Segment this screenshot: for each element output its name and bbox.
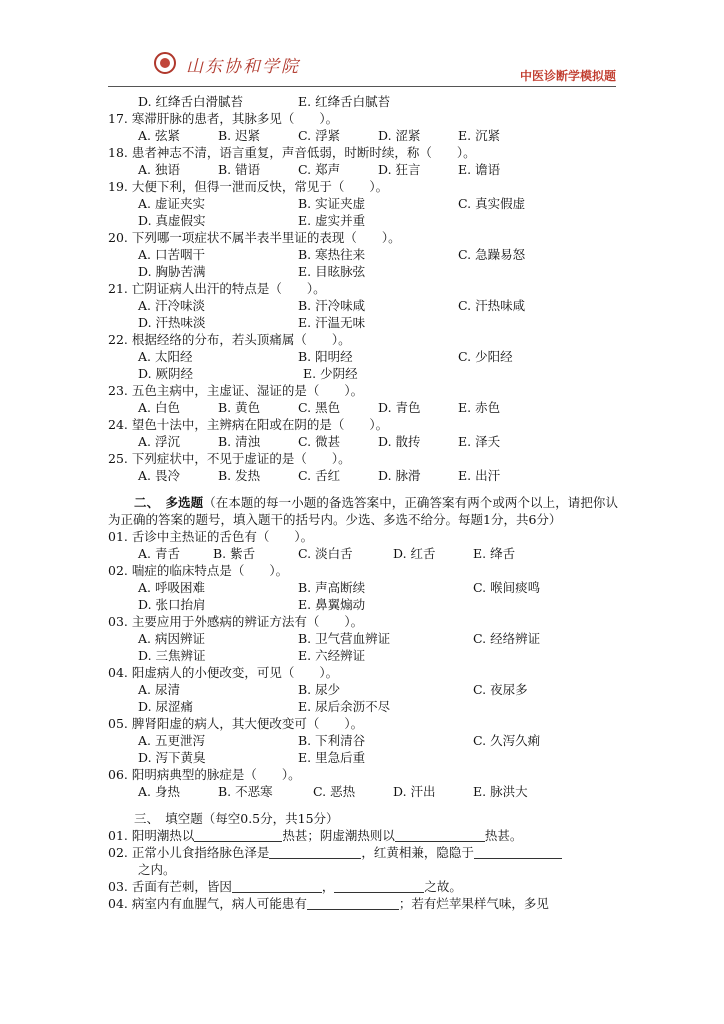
answer-option: D. 狂言 xyxy=(378,162,421,177)
question-line xyxy=(108,664,618,681)
answer-option: C. 郑声 xyxy=(298,162,341,177)
question-stem: 01. 舌诊中主热证的舌色有（ ）。 xyxy=(108,529,314,544)
fill-q2 xyxy=(108,844,618,861)
answer-option: C. 久泻久痢 xyxy=(473,733,541,748)
answer-option: E. 绛舌 xyxy=(473,546,516,561)
fill-q4-text-b: ；若有烂苹果样气味，多见 xyxy=(398,896,549,911)
question-line xyxy=(108,766,618,783)
question-line xyxy=(108,732,618,749)
answer-option: E. 里急后重 xyxy=(298,750,366,765)
section-2-description: （在本题的每一小题的备选答案中，正确答案有两个或两个以上，请把你认为正确的答案的题号，填入题干的括号内。少选、多选不给分。每题1分，共6分） xyxy=(108,495,618,527)
question-line xyxy=(108,416,618,433)
question-stem: 19. 大便下利，但得一泄而反快，常见于（ ）。 xyxy=(108,179,389,194)
section-3-heading xyxy=(108,810,618,827)
answer-option: C. 急躁易怒 xyxy=(458,247,526,262)
fill-q4-text-a: 04. 病室内有血腥气，病人可能患有 xyxy=(108,896,307,911)
answer-option: C. 黑色 xyxy=(298,400,341,415)
answer-option: E. 六经辨证 xyxy=(298,648,366,663)
question-line xyxy=(108,297,618,314)
question-line xyxy=(108,246,618,263)
question-line xyxy=(108,195,618,212)
answer-option: B. 发热 xyxy=(218,468,261,483)
answer-option: C. 恶热 xyxy=(313,784,356,799)
answer-option: D. 胸胁苦满 xyxy=(138,264,206,279)
question-line xyxy=(108,647,618,664)
answer-option: A. 弦紧 xyxy=(138,128,180,143)
section-3-title: 三、 填空题（每空0.5分，共15分） xyxy=(134,811,339,826)
fill-q2-text-b: ，红黄相兼，隐隐于 xyxy=(361,845,474,860)
question-line xyxy=(108,749,618,766)
answer-option: E. 脉洪大 xyxy=(473,784,528,799)
answer-option: D. 红绛舌白滑腻苔 xyxy=(138,94,244,109)
question-line xyxy=(108,178,618,195)
answer-option: A. 独语 xyxy=(138,162,180,177)
question-line xyxy=(108,314,618,331)
answer-option: A. 身热 xyxy=(138,784,180,799)
fill-q3-text-b: ， xyxy=(321,879,335,894)
question-line xyxy=(108,450,618,467)
fill-q2-cont xyxy=(108,861,618,878)
question-line xyxy=(108,144,618,161)
question-line xyxy=(108,399,618,416)
answer-option: A. 五更泄泻 xyxy=(138,733,205,748)
fill-blank[interactable] xyxy=(395,829,485,842)
school-logo-text: 山东协和学院 xyxy=(186,57,300,77)
answer-option: A. 虚证夹实 xyxy=(138,196,205,211)
answer-option: A. 青舌 xyxy=(138,546,180,561)
fill-blank[interactable] xyxy=(474,846,562,859)
question-stem: 23. 五色主病中，主虚证、湿证的是（ ）。 xyxy=(108,383,364,398)
question-stem: 04. 阳虚病人的小便改变，可见（ ）。 xyxy=(108,665,339,680)
fill-q2-text-a: 02. 正常小儿食指络脉色泽是 xyxy=(108,845,270,860)
exam-content xyxy=(108,93,618,912)
question-line xyxy=(108,212,618,229)
answer-option: A. 呼吸困难 xyxy=(138,580,205,595)
answer-option: A. 口苦咽干 xyxy=(138,247,205,262)
question-line xyxy=(108,365,618,382)
answer-option: B. 实证夹虚 xyxy=(298,196,366,211)
fill-blank[interactable] xyxy=(307,897,399,910)
question-line xyxy=(108,229,618,246)
question-line xyxy=(108,528,618,545)
answer-option: E. 汗温无味 xyxy=(298,315,366,330)
answer-option: E. 泽夭 xyxy=(458,434,501,449)
question-line xyxy=(108,715,618,732)
school-seal-icon xyxy=(154,52,176,74)
fill-q4 xyxy=(108,895,618,912)
question-line xyxy=(108,433,618,450)
answer-option: B. 汗冷味咸 xyxy=(298,298,366,313)
header-divider xyxy=(108,86,616,87)
answer-option: B. 紫舌 xyxy=(213,546,256,561)
answer-option: B. 尿少 xyxy=(298,682,341,697)
answer-option: D. 尿涩痛 xyxy=(138,699,194,714)
question-stem: 25. 下列症状中，不见于虚证的是（ ）。 xyxy=(108,451,351,466)
answer-option: D. 张口抬肩 xyxy=(138,597,206,612)
question-line xyxy=(108,545,618,562)
question-line xyxy=(108,263,618,280)
answer-option: D. 青色 xyxy=(378,400,421,415)
answer-option: E. 鼻翼煽动 xyxy=(298,597,366,612)
fill-q2-text-c: 之内。 xyxy=(138,862,176,877)
answer-option: A. 浮沉 xyxy=(138,434,180,449)
answer-option: A. 病因辨证 xyxy=(138,631,205,646)
fill-q1 xyxy=(108,827,618,844)
section-2-title: 二、 多选题 xyxy=(134,495,204,510)
answer-option: B. 清浊 xyxy=(218,434,261,449)
answer-option: C. 浮紧 xyxy=(298,128,341,143)
question-stem: 02. 喘症的临床特点是（ ）。 xyxy=(108,563,289,578)
question-stem: 17. 寒滞肝脉的患者，其脉多见（ ）。 xyxy=(108,111,339,126)
answer-option: C. 喉间痰鸣 xyxy=(473,580,541,595)
answer-option: D. 泻下黄臭 xyxy=(138,750,206,765)
answer-option: E. 谵语 xyxy=(458,162,501,177)
answer-option: A. 尿清 xyxy=(138,682,180,697)
answer-option: C. 经络辨证 xyxy=(473,631,541,646)
fill-q3 xyxy=(108,878,618,895)
question-line xyxy=(108,382,618,399)
answer-option: E. 赤色 xyxy=(458,400,501,415)
answer-option: B. 声高断续 xyxy=(298,580,366,595)
answer-option: B. 卫气营血辨证 xyxy=(298,631,391,646)
fill-blank[interactable] xyxy=(334,880,424,893)
question-line xyxy=(108,348,618,365)
answer-option: E. 红绛舌白腻苔 xyxy=(298,94,391,109)
answer-option: B. 阳明经 xyxy=(298,349,353,364)
answer-option: C. 少阳经 xyxy=(458,349,513,364)
answer-option: D. 三焦辨证 xyxy=(138,648,206,663)
section-2-heading xyxy=(108,494,618,528)
document-title: 中医诊断学模拟题 xyxy=(519,69,616,83)
fill-q3-text-c: 之故。 xyxy=(424,879,462,894)
question-line xyxy=(108,161,618,178)
question-line xyxy=(108,562,618,579)
question-stem: 05. 脾肾阳虚的病人，其大便改变可（ ）。 xyxy=(108,716,364,731)
question-stem: 03. 主要应用于外感病的辨证方法有（ ）。 xyxy=(108,614,364,629)
answer-option: A. 畏冷 xyxy=(138,468,180,483)
answer-option: C. 淡白舌 xyxy=(298,546,353,561)
page-header xyxy=(108,46,616,90)
question-line xyxy=(108,280,618,297)
fill-q1-text-c: 热甚。 xyxy=(484,828,523,843)
question-line xyxy=(108,127,618,144)
question-line xyxy=(108,698,618,715)
question-line xyxy=(108,93,618,110)
answer-option: B. 迟紧 xyxy=(218,128,261,143)
question-stem: 18. 患者神志不清，语言重复，声音低弱，时断时续，称（ ）。 xyxy=(108,145,476,160)
question-stem: 22. 根据经络的分布，若头顶痛属（ ）。 xyxy=(108,332,351,347)
question-stem: 06. 阳明病典型的脉症是（ ）。 xyxy=(108,767,301,782)
answer-option: D. 散抟 xyxy=(378,434,421,449)
answer-option: C. 夜尿多 xyxy=(473,682,528,697)
answer-option: C. 舌红 xyxy=(298,468,341,483)
question-line xyxy=(108,630,618,647)
answer-option: B. 黄色 xyxy=(218,400,261,415)
answer-option: E. 尿后余沥不尽 xyxy=(298,699,391,714)
question-line xyxy=(108,596,618,613)
answer-option: B. 寒热往来 xyxy=(298,247,366,262)
fill-q1-text-a: 01. 阳明潮热以 xyxy=(108,828,195,843)
fill-q1-text-b: 热甚；阴虚潮热则以 xyxy=(282,828,395,843)
multi-choice-block xyxy=(108,528,618,800)
answer-option: E. 目眩脉弦 xyxy=(298,264,366,279)
answer-option: A. 汗冷味淡 xyxy=(138,298,205,313)
question-line xyxy=(108,467,618,484)
question-line xyxy=(108,613,618,630)
answer-option: D. 真虚假实 xyxy=(138,213,206,228)
fill-blank[interactable] xyxy=(269,846,361,859)
answer-option: A. 太阳经 xyxy=(138,349,193,364)
answer-option: C. 真实假虚 xyxy=(458,196,526,211)
question-line xyxy=(108,579,618,596)
answer-option: E. 虚实并重 xyxy=(298,213,366,228)
answer-option: E. 出汗 xyxy=(458,468,501,483)
answer-option: D. 红舌 xyxy=(393,546,436,561)
answer-option: B. 下利清谷 xyxy=(298,733,366,748)
question-stem: 20. 下列哪一项症状不属半表半里证的表现（ ）。 xyxy=(108,230,401,245)
fill-q3-text-a: 03. 舌面有芒刺，皆因 xyxy=(108,879,232,894)
answer-option: B. 不恶寒 xyxy=(218,784,273,799)
answer-option: B. 错语 xyxy=(218,162,261,177)
single-choice-block xyxy=(108,93,618,484)
question-line xyxy=(108,331,618,348)
fill-blank[interactable] xyxy=(194,829,282,842)
answer-option: A. 白色 xyxy=(138,400,180,415)
answer-option: D. 汗热味淡 xyxy=(138,315,206,330)
answer-option: E. 少阴经 xyxy=(303,366,358,381)
answer-option: C. 汗热味咸 xyxy=(458,298,526,313)
question-line xyxy=(108,681,618,698)
question-stem: 21. 亡阴证病人出汗的特点是（ ）。 xyxy=(108,281,326,296)
answer-option: D. 厥阴经 xyxy=(138,366,194,381)
question-stem: 24. 望色十法中，主辨病在阳或在阴的是（ ）。 xyxy=(108,417,389,432)
answer-option: E. 沉紧 xyxy=(458,128,501,143)
answer-option: D. 涩紧 xyxy=(378,128,421,143)
answer-option: D. 汗出 xyxy=(393,784,436,799)
answer-option: D. 脉滑 xyxy=(378,468,421,483)
fill-blank[interactable] xyxy=(232,880,322,893)
question-line xyxy=(108,783,618,800)
question-line xyxy=(108,110,618,127)
answer-option: C. 微甚 xyxy=(298,434,341,449)
